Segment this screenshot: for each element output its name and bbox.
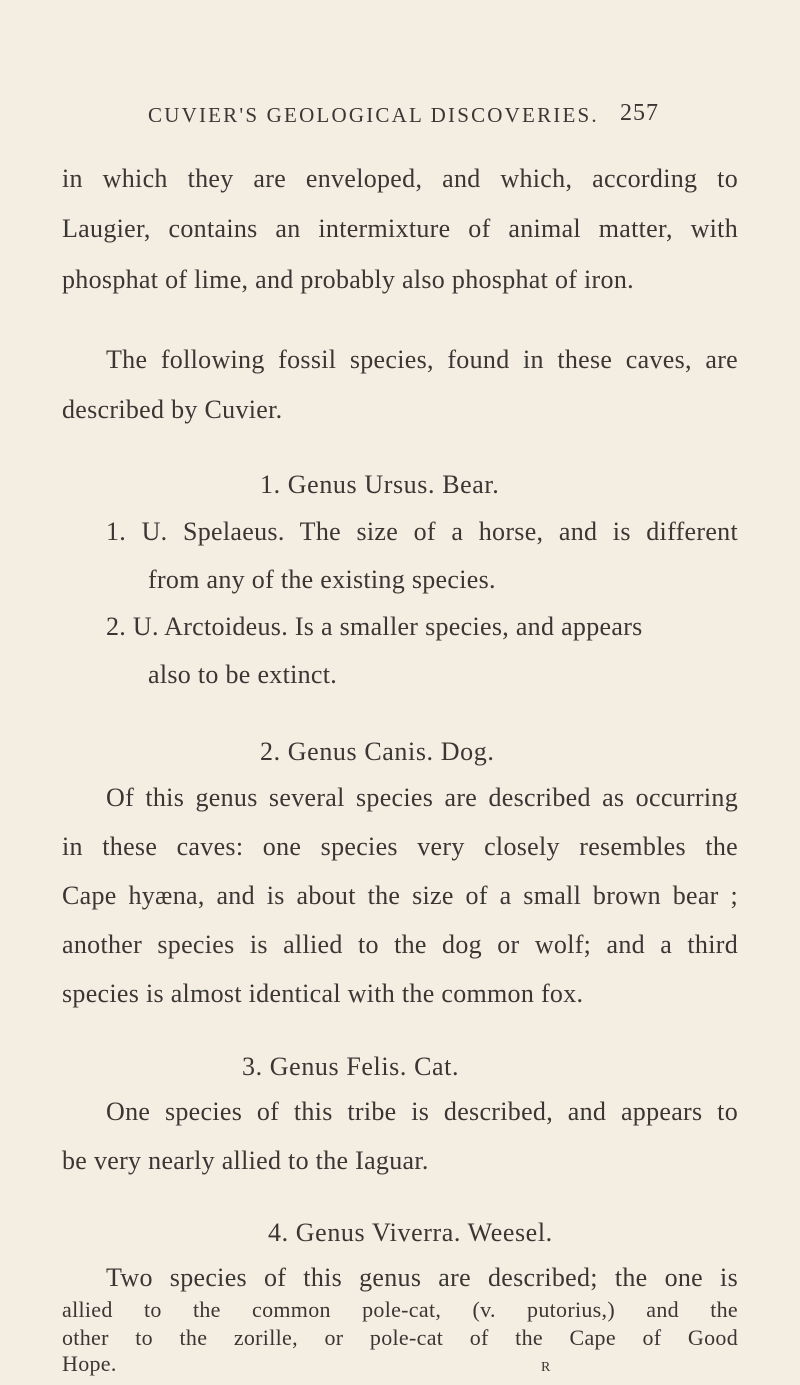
- paragraph-line: allied to the common pole-cat, (v. putorius,) and the: [62, 1297, 738, 1322]
- section-heading-canis: 2. Genus Canis. Dog.: [260, 737, 495, 766]
- species-entry-line: also to be extinct.: [148, 660, 338, 689]
- page-number: 257: [620, 100, 659, 126]
- section-heading-felis: 3. Genus Felis. Cat.: [242, 1052, 460, 1081]
- species-entry-line: from any of the existing species.: [148, 565, 496, 594]
- section-heading-viverra: 4. Genus Viverra. Weesel.: [268, 1218, 553, 1247]
- species-entry-line: 2. U. Arctoideus. Is a smaller species, and appears: [106, 612, 643, 641]
- running-head: CUVIER'S GEOLOGICAL DISCOVERIES.: [148, 103, 599, 127]
- printer-signature-mark: R: [541, 1360, 551, 1375]
- paragraph-line: be very nearly allied to the Iaguar.: [62, 1146, 429, 1175]
- paragraph-line: described by Cuvier.: [62, 395, 283, 424]
- paragraph-line: another species is allied to the dog or wolf; and a third: [62, 930, 738, 959]
- paragraph-line: in these caves: one species very closely resembles the: [62, 832, 738, 861]
- species-entry-line: 1. U. Spelaeus. The size of a horse, and is different: [106, 517, 738, 546]
- paragraph-line: Hope.: [62, 1351, 117, 1376]
- paragraph-line: other to the zorille, or pole-cat of the Cape of Good: [62, 1325, 738, 1350]
- paragraph-line: One species of this tribe is described, and appears to: [106, 1097, 738, 1126]
- paragraph-line: Two species of this genus are described; the one is: [106, 1263, 738, 1292]
- paragraph-line: Laugier, contains an intermixture of animal matter, with: [62, 214, 738, 243]
- paragraph-line: Cape hyæna, and is about the size of a small brown bear ;: [62, 881, 738, 910]
- paragraph-line: species is almost identical with the common fox.: [62, 979, 584, 1008]
- paragraph-line: The following fossil species, found in these caves, are: [106, 345, 738, 374]
- paragraph-line: in which they are enveloped, and which, according to: [62, 164, 738, 193]
- section-heading-ursus: 1. Genus Ursus. Bear.: [260, 470, 500, 499]
- paragraph-line: phosphat of lime, and probably also phosphat of iron.: [62, 265, 634, 294]
- paragraph-line: Of this genus several species are described as occurring: [106, 783, 738, 812]
